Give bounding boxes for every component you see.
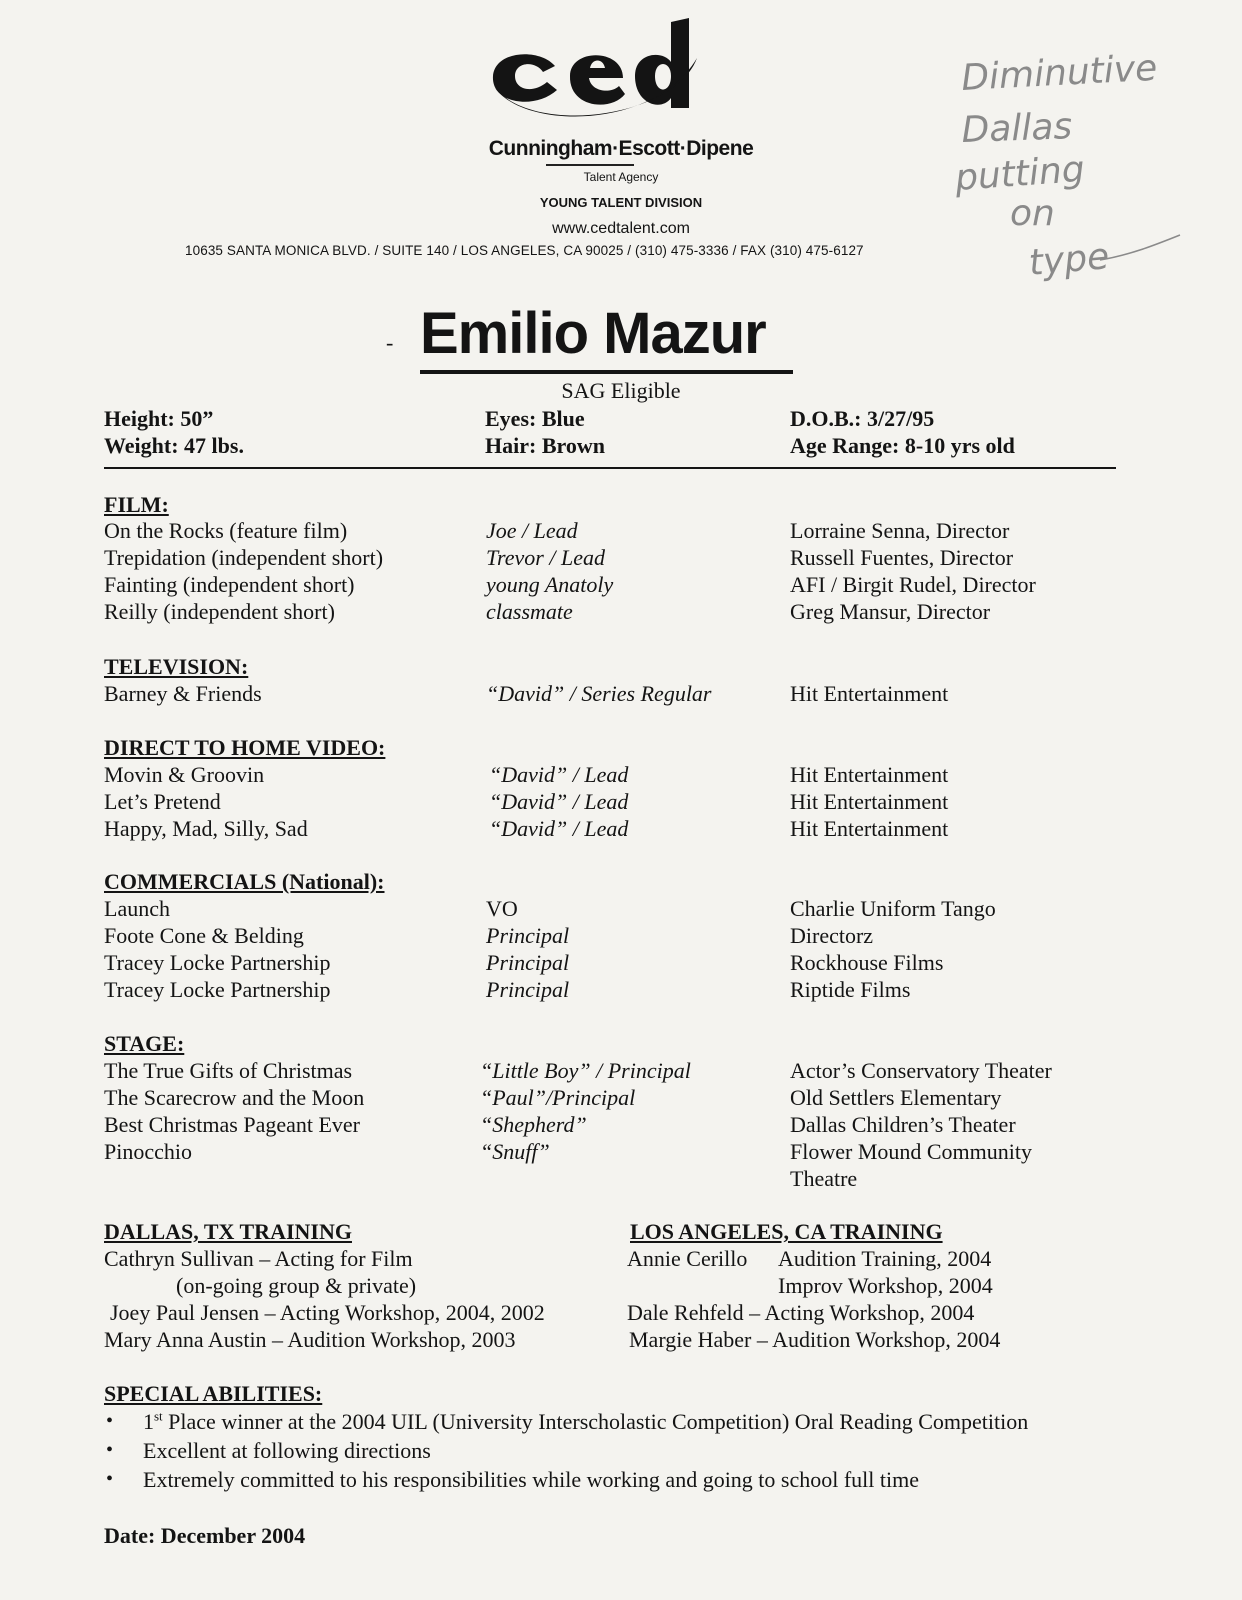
section-heading-television: TELEVISION:	[104, 654, 249, 679]
credit-role: young Anatoly	[486, 572, 614, 597]
section-heading-la-training: LOS ANGELES, CA TRAINING	[630, 1219, 943, 1244]
stat-hair: Hair: Brown	[485, 433, 605, 458]
agency-website: www.cedtalent.com	[552, 220, 690, 237]
section-heading-commercials: COMMERCIALS (National):	[104, 869, 385, 894]
union-status: SAG Eligible	[561, 378, 681, 403]
section-heading-special-abilities: SPECIAL ABILITIES:	[104, 1381, 323, 1406]
agency-logo	[485, 18, 700, 130]
section-heading-dallas-training: DALLAS, TX TRAINING	[104, 1219, 352, 1244]
credit-company: Hit Entertainment	[790, 681, 949, 706]
section-heading-home-video: DIRECT TO HOME VIDEO:	[104, 735, 386, 760]
credit-role: “Little Boy” / Principal	[480, 1058, 691, 1083]
credit-company: Old Settlers Elementary	[790, 1085, 1002, 1110]
bullet: •	[106, 1439, 114, 1461]
credit-title: Foote Cone & Belding	[104, 923, 304, 948]
credit-title: Best Christmas Pageant Ever	[104, 1112, 361, 1137]
credit-company: Dallas Children’s Theater	[790, 1112, 1016, 1137]
credit-company: Directorz	[790, 923, 874, 948]
training-line: Dale Rehfeld – Acting Workshop, 2004	[627, 1300, 975, 1325]
credit-company-continued: Theatre	[790, 1166, 858, 1191]
stat-weight: Weight: 47 lbs.	[104, 433, 244, 458]
credit-role: Trevor / Lead	[486, 545, 605, 570]
handwritten-word: putting	[953, 149, 1086, 199]
handwritten-word: Dallas	[960, 106, 1073, 151]
credit-company: Charlie Uniform Tango	[790, 896, 996, 921]
credit-role: VO	[486, 896, 518, 921]
resume-date: Date: December 2004	[104, 1523, 306, 1548]
stat-height: Height: 50”	[104, 406, 214, 431]
ability-item	[143, 1408, 1028, 1435]
credit-title: The Scarecrow and the Moon	[104, 1085, 365, 1110]
bullet: •	[106, 1468, 114, 1490]
ability-item: Extremely committed to his responsibilities while working and going to school full time	[143, 1467, 920, 1492]
credit-role: “David” / Lead	[489, 762, 629, 787]
agency-divider	[546, 164, 634, 166]
credit-company: Actor’s Conservatory Theater	[790, 1058, 1052, 1083]
credit-role: classmate	[486, 599, 573, 624]
training-class: Audition Training, 2004	[778, 1246, 992, 1271]
ability-item: Excellent at following directions	[143, 1438, 431, 1463]
credit-title: Movin & Groovin	[104, 762, 265, 787]
credit-title: Launch	[104, 896, 170, 921]
agency-address: 10635 SANTA MONICA BLVD. / SUITE 140 / LOS ANGELES, CA 90025 / (310) 475-3336 / FAX (310) 475-6127	[185, 243, 864, 258]
credit-company: Russell Fuentes, Director	[790, 545, 1014, 570]
credit-title: Reilly (independent short)	[104, 599, 335, 624]
stat-dob: D.O.B.: 3/27/95	[790, 406, 935, 431]
credit-company: Greg Mansur, Director	[790, 599, 991, 624]
stat-age-range: Age Range: 8-10 yrs old	[790, 433, 1015, 458]
credit-company: Hit Entertainment	[790, 789, 949, 814]
credit-role: Principal	[486, 923, 570, 948]
credit-company: Hit Entertainment	[790, 762, 949, 787]
handwritten-note	[950, 30, 1190, 290]
credit-title: Tracey Locke Partnership	[104, 977, 331, 1002]
credit-role: “David” / Lead	[489, 816, 629, 841]
stray-dash: -	[386, 330, 394, 355]
handwritten-word: Diminutive	[960, 47, 1159, 99]
agency-subtitle: Talent Agency	[583, 170, 659, 184]
credit-title: Trepidation (independent short)	[104, 545, 384, 570]
ability-ordinal-suffix: st	[154, 1408, 163, 1424]
handwritten-word: type	[1027, 236, 1111, 284]
section-heading-stage: STAGE:	[104, 1031, 185, 1056]
credit-role: Principal	[486, 950, 570, 975]
bullet: •	[106, 1410, 114, 1432]
training-line: (on-going group & private)	[176, 1273, 417, 1298]
credit-title: Let’s Pretend	[104, 789, 221, 814]
training-class: Improv Workshop, 2004	[778, 1273, 993, 1298]
name-underline	[420, 370, 793, 374]
stats-divider	[104, 467, 1116, 469]
training-line: Cathryn Sullivan – Acting for Film	[104, 1246, 413, 1271]
credit-role: “Snuff”	[480, 1139, 550, 1164]
credit-title: Fainting (independent short)	[104, 572, 355, 597]
training-line: Mary Anna Austin – Audition Workshop, 2003	[104, 1327, 516, 1352]
credit-role: “David” / Lead	[489, 789, 629, 814]
training-teacher: Annie Cerillo	[627, 1246, 748, 1271]
credit-title: Happy, Mad, Silly, Sad	[104, 816, 308, 841]
stat-eyes: Eyes: Blue	[485, 406, 585, 431]
ability-ordinal: 1	[143, 1409, 154, 1434]
credit-title: On the Rocks (feature film)	[104, 518, 348, 543]
credit-company: AFI / Birgit Rudel, Director	[790, 572, 1036, 597]
credit-role: “Shepherd”	[480, 1112, 587, 1137]
agency-name: Cunningham·Escott·Dipene	[488, 137, 754, 160]
training-line: Margie Haber – Audition Workshop, 2004	[629, 1327, 1001, 1352]
credit-role: “David” / Series Regular	[486, 681, 712, 706]
training-line: Joey Paul Jensen – Acting Workshop, 2004, 2002	[110, 1300, 545, 1325]
credit-company: Riptide Films	[790, 977, 911, 1002]
agency-division: YOUNG TALENT DIVISION	[539, 195, 703, 210]
credit-title: Tracey Locke Partnership	[104, 950, 331, 975]
credit-company: Flower Mound Community	[790, 1139, 1033, 1164]
credit-role: “Paul”/Principal	[480, 1085, 636, 1110]
credit-title: Barney & Friends	[104, 681, 262, 706]
credit-company: Hit Entertainment	[790, 816, 949, 841]
ability-text: Place winner at the 2004 UIL (University Interscholastic Competition) Oral Reading Competition	[162, 1409, 1029, 1434]
credit-company: Rockhouse Films	[790, 950, 944, 975]
credit-company: Lorraine Senna, Director	[790, 518, 1010, 543]
handwritten-word: on	[1010, 193, 1055, 234]
credit-role: Joe / Lead	[486, 518, 578, 543]
section-heading-film: FILM:	[104, 492, 169, 517]
credit-title: Pinocchio	[104, 1139, 192, 1164]
credit-title: The True Gifts of Christmas	[104, 1058, 353, 1083]
actor-name: Emilio Mazur	[420, 301, 766, 366]
credit-role: Principal	[486, 977, 570, 1002]
